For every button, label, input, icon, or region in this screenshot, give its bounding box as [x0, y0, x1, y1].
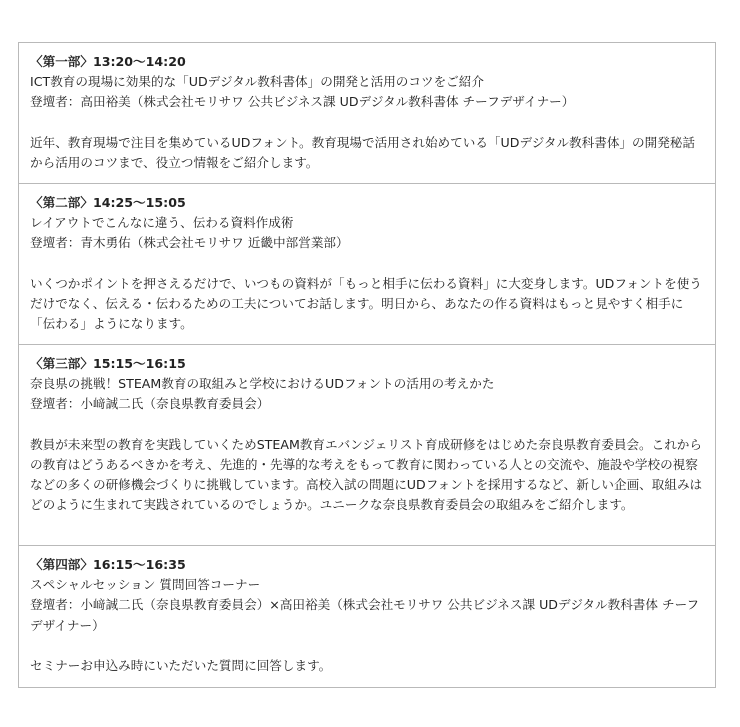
session-heading: 〈第一部〉13:20〜14:20 [30, 54, 186, 69]
spacer [30, 113, 704, 133]
session-heading: 〈第四部〉16:15〜16:35 [30, 557, 186, 572]
session-heading: 〈第三部〉15:15〜16:15 [30, 356, 186, 371]
spacer [30, 415, 704, 435]
session-title: ICT教育の現場に効果的な「UDデジタル教科書体」の開発と活用のコツをご紹介 [30, 74, 484, 90]
session-3 [19, 345, 715, 546]
session-speaker: 登壇者：小﨑誠二氏（奈良県教育委員会） [30, 396, 270, 412]
session-speaker: 登壇者：青木勇佑（株式会社モリサワ 近畿中部営業部） [30, 235, 349, 251]
session-description: 近年、教育現場で注目を集めているUDフォント。教育現場で活用され始めている「UDデジタル教科書体」の開発秘話から活用のコツまで、役立つ情報をご紹介します。 [30, 134, 695, 170]
session-title: 奈良県の挑戦！STEAM教育の取組みと学校におけるUDフォントの活用の考えかた [30, 376, 495, 392]
seminar-schedule [18, 42, 716, 688]
session-description: 教員が未来型の教育を実践していくためSTEAM教育エバンジェリスト育成研修をはじめた奈良県教育委員会。これからの教育はどうあるべきかを考え、先進的・先導的な考えをもって教育に関わっている人との交流や、施設や学校の視察などの多くの研修機会づくりに挑戦しています。高校入試の問題にUDフォントを採用するなど、新しい企画、取組みはどのように生まれて実践されているのでしょうか。ユニークな奈良県教育委員会の取組みをご紹介します。 [30, 436, 703, 513]
session-description: いくつかポイントを押さえるだけで、いつもの資料が「もっと相手に伝わる資料」に大変身します。UDフォントを使うだけでなく、伝える・伝わるための工夫についてお話します。明日から、あなたの作る資料はもっと見やすく相手に「伝わる」ようになります。 [30, 275, 702, 332]
session-speaker: 登壇者：高田裕美（株式会社モリサワ 公共ビジネス課 UDデジタル教科書体 チーフデザイナー） [30, 94, 575, 110]
session-2 [19, 184, 715, 345]
session-title: スペシャルセッション 質問回答コーナー [30, 577, 261, 593]
session-speaker: 登壇者：小﨑誠二氏（奈良県教育委員会）×高田裕美（株式会社モリサワ 公共ビジネス課 UDデジタル教科書体 チーフデザイナー） [30, 597, 700, 633]
session-description: セミナーお申込み時にいただいた質問に回答します。 [30, 658, 332, 673]
session-1 [19, 43, 715, 184]
session-heading: 〈第二部〉14:25〜15:05 [30, 195, 186, 210]
spacer [30, 636, 704, 656]
session-4 [19, 546, 715, 687]
spacer [30, 254, 704, 274]
session-title: レイアウトでこんなに違う、伝わる資料作成術 [30, 215, 294, 231]
